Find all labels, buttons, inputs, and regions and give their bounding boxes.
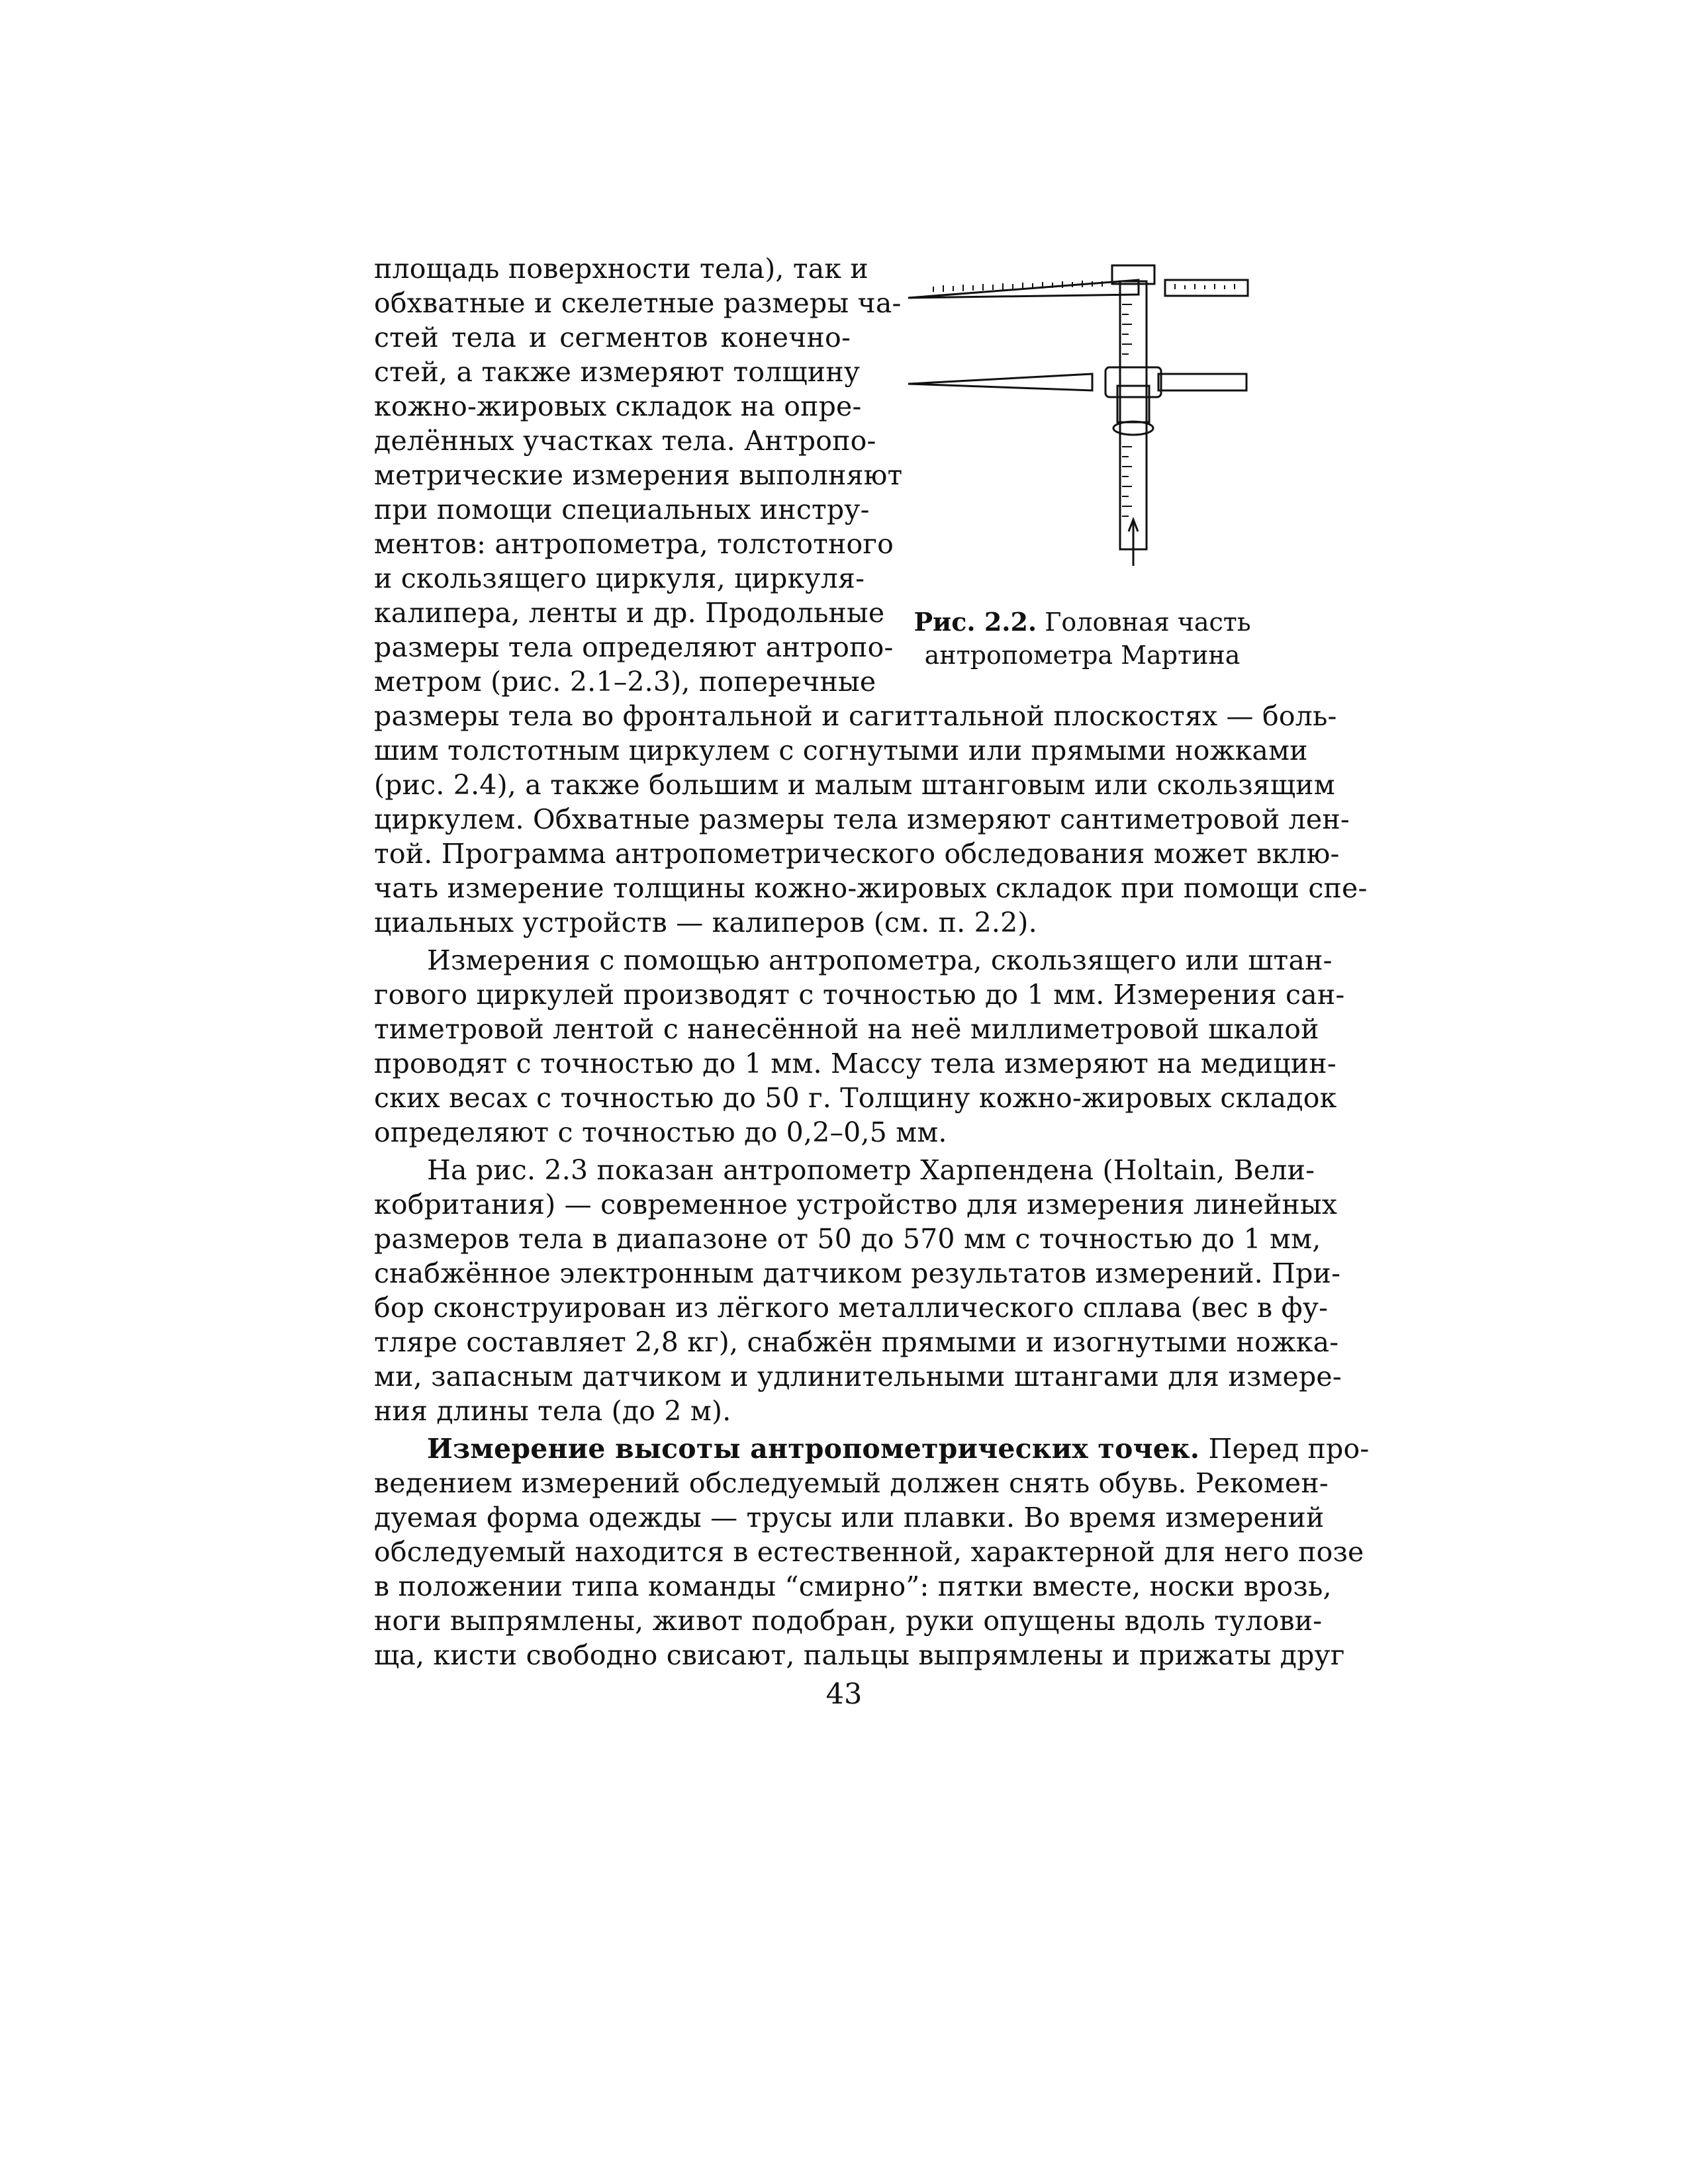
text-line: тляре составляет 2,8 кг), снабжён прямыми и изогнутыми ножка-: [374, 1326, 1339, 1358]
text-line: площадь поверхности тела), так и: [374, 253, 868, 285]
text-line: (рис. 2.4), а также большим и малым штанговым или скользящим: [374, 769, 1335, 801]
figure-caption-line2: антропометра Мартина: [924, 641, 1241, 670]
text-line: ми, запасным датчиком и удлинительными штангами для измере-: [374, 1361, 1342, 1392]
text-line: ведением измерений обследуемый должен снять обувь. Рекомен-: [374, 1467, 1329, 1499]
text-line: метрические измерения выполняют: [374, 459, 903, 491]
text-line: ния длины тела (до 2 м).: [374, 1395, 731, 1427]
text-line: делённых участках тела. Антропо-: [374, 425, 876, 457]
text-line: калипера, ленты и др. Продольные: [374, 597, 885, 629]
text-line: снабжённое электронным датчиком результатов измерений. При-: [374, 1257, 1341, 1289]
text-line: размеры тела во фронтальной и сагиттальной плоскостях — боль-: [374, 700, 1337, 732]
figure-caption-line1: Головная часть: [1045, 608, 1251, 637]
text-line: и скользящего циркуля, циркуля-: [374, 563, 865, 594]
text-line: определяют с точностью до 0,2–0,5 мм.: [374, 1116, 947, 1148]
page-number: 43: [825, 1678, 863, 1711]
section-heading: Измерение высоты антропометрических точек.: [427, 1433, 1200, 1465]
text-line: той. Программа антропометрического обследования может вклю-: [374, 838, 1340, 870]
figure-label: Рис. 2.2.: [914, 607, 1037, 637]
text-line: ща, кисти свободно свисают, пальцы выпрямлены и прижаты друг: [374, 1639, 1345, 1671]
text-line: ментов: антропометра, толстотного: [374, 528, 894, 560]
text-line: стей тела и сегментов конечно-: [374, 322, 851, 353]
text-line: На рис. 2.3 показан антропометр Харпендена (Holtain, Вели-: [427, 1154, 1315, 1186]
text-line: обхватные и скелетные размеры ча-: [374, 287, 902, 319]
text-line: циркулем. Обхватные размеры тела измеряют сантиметровой лен-: [374, 803, 1350, 835]
text-line: Измерения с помощью антропометра, скользящего или штан-: [427, 944, 1333, 976]
figure-caption: [900, 606, 1264, 672]
text-line: циальных устройств — калиперов (см. п. 2.2).: [374, 907, 1037, 938]
text-line: кожно-жировых складок на опре-: [374, 390, 862, 422]
text-line: чать измерение толщины кожно-жировых складок при помощи спе-: [374, 872, 1368, 904]
text-line: при помощи специальных инстру-: [374, 494, 870, 525]
text-line: метром (рис. 2.1–2.3), поперечные: [374, 666, 876, 698]
text-line: бор сконструирован из лёгкого металлического сплава (вес в фу-: [374, 1292, 1329, 1324]
text-line: в положении типа команды “смирно”: пятки вместе, носки врозь,: [374, 1570, 1332, 1602]
text-line: проводят с точностью до 1 мм. Массу тела измеряют на медицин-: [374, 1048, 1336, 1079]
text-line: ноги выпрямлены, живот подобран, руки опущены вдоль тулови-: [374, 1605, 1323, 1637]
text-line: дуемая форма одежды — трусы или плавки. Во время измерений: [374, 1502, 1325, 1533]
text-line: гового циркулей производят с точностью до 1 мм. Измерения сан-: [374, 979, 1345, 1011]
text-line: кобритания) — современное устройство для измерения линейных: [374, 1189, 1338, 1220]
text-line: тиметровой лентой с нанесённой на неё миллиметровой шкалой: [374, 1013, 1319, 1045]
text-line: шим толстотным циркулем с согнутыми или прямыми ножками: [374, 735, 1308, 766]
text-line: размеры тела определяют антропо-: [374, 631, 894, 663]
section-heading-line: [427, 1432, 1370, 1466]
text-line: стей, а также измеряют толщину: [374, 356, 861, 388]
anthropometer-illustration: [907, 255, 1258, 569]
text-line: ских весах с точностью до 50 г. Толщину кожно-жировых складок: [374, 1082, 1337, 1114]
text-line: размеров тела в диапазоне от 50 до 570 мм с точностью до 1 мм,: [374, 1223, 1321, 1255]
heading-continuation: Перед про-: [1208, 1433, 1370, 1465]
text-line: обследуемый находится в естественной, характерной для него позе: [374, 1536, 1364, 1568]
